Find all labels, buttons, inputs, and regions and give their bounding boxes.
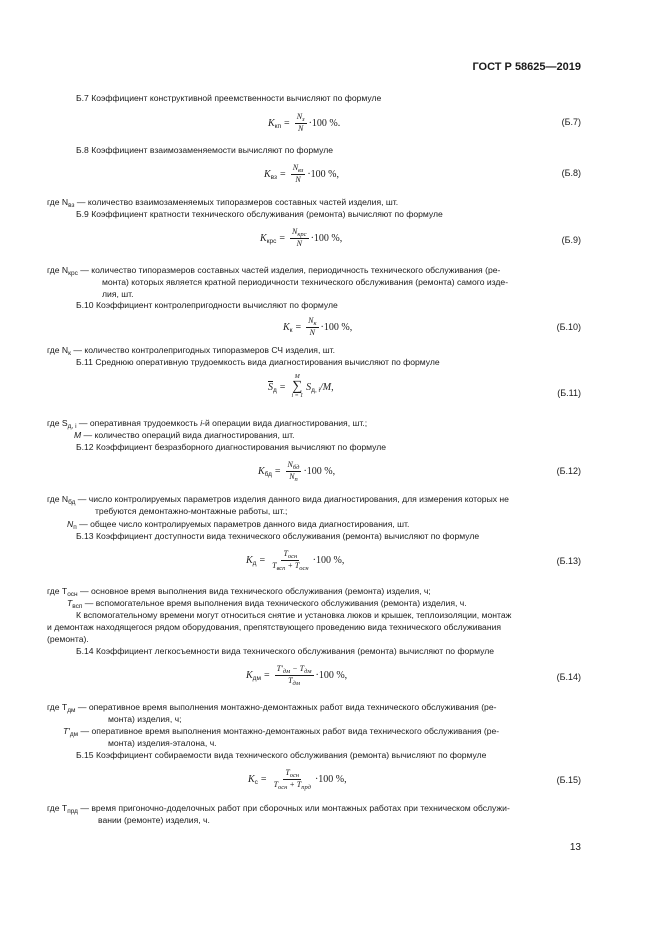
formula-tail: ·100 %, <box>310 232 343 244</box>
formula-tail: ·100 %, <box>303 466 336 477</box>
formula-b12 <box>258 460 335 483</box>
formula-lhs: K <box>246 670 253 681</box>
denominator: N <box>295 175 301 184</box>
sum-term: S <box>306 381 312 393</box>
where-italic: i <box>200 418 203 428</box>
fraction <box>306 316 318 338</box>
denominator-term: T <box>273 780 279 789</box>
where-symbol: M <box>74 430 82 440</box>
where-sub: крс <box>68 270 78 277</box>
numerator: N <box>292 227 298 236</box>
where-text: — количество взаимозаменяемых типоразмеров составных частей изделия, шт. <box>74 197 399 207</box>
where-text: — общее число контролируемых параметров данного вида диагностирования, шт. <box>76 519 410 529</box>
equals-sign: = <box>279 381 286 393</box>
equation-number: (Б.14) <box>556 672 581 682</box>
section-b12-text: Б.12 Коэффициент безразборного диагностирования вычисляют по формуле <box>76 442 387 452</box>
where-prefix: где N <box>47 494 69 504</box>
equation-number: (Б.8) <box>561 168 581 178</box>
denominator-term: T <box>294 561 300 570</box>
formula-lhs-sub: кп <box>274 122 282 130</box>
where-text: — число контролируемых параметров изделия данного вида диагностирования, для измерения которых не <box>75 494 509 504</box>
where-clause <box>74 430 583 441</box>
where-sub: к <box>68 350 71 357</box>
where-prefix: где N <box>47 197 69 207</box>
denominator: N <box>289 472 295 481</box>
equation-number: (Б.11) <box>557 388 581 398</box>
equation-number: (Б.10) <box>556 322 581 332</box>
where-clause <box>63 726 583 738</box>
equation-number: (Б.12) <box>556 466 581 476</box>
where-text: -й операции вида диагностирования, шт.; <box>202 418 368 428</box>
plus-sign: + <box>287 780 297 789</box>
denominator-sub: дм <box>292 680 300 687</box>
formula-lhs-sub: к <box>289 326 293 334</box>
formula-lhs: K <box>248 774 255 785</box>
formula-b10 <box>283 316 352 338</box>
equation-number: (Б.13) <box>556 556 581 566</box>
formula-lhs: K <box>260 232 267 244</box>
equation-number: (Б.15) <box>556 775 581 785</box>
where-line: требуются демонтажно-монтажные работы, шт.; <box>95 506 288 516</box>
where-sub: осн <box>67 591 78 598</box>
numerator-sub: крс <box>297 231 307 238</box>
section-b8-text: Б.8 Коэффициент взаимозаменяемости вычисляют по формуле <box>76 145 334 155</box>
where-line: лия, шт. <box>102 289 134 299</box>
page-number: 13 <box>569 842 581 853</box>
equals-sign: = <box>279 232 286 244</box>
equals-sign: = <box>263 670 270 681</box>
formula-tail: /M, <box>320 381 334 393</box>
plus-sign: + <box>285 561 295 570</box>
where-sub: вз <box>68 202 75 209</box>
where-prefix: где N <box>47 345 69 355</box>
where-text: — количество операций вида диагностирования, шт. <box>81 430 295 440</box>
section-b11-text: Б.11 Среднюю оперативную трудоемкость вида диагностирования вычисляют по формуле <box>76 357 440 367</box>
formula-tail: ·100 %, <box>314 774 347 785</box>
where-clause <box>47 345 583 357</box>
where-clause <box>47 494 583 506</box>
where-sub: бд <box>68 499 76 506</box>
numerator-sub: дм <box>282 668 291 675</box>
where-text: — вспомогательное время выполнения вида технического обслуживания (ремонта) изделия, ч. <box>82 598 467 608</box>
where-prefix: где T <box>47 803 68 813</box>
where-prefix: где S <box>47 418 68 428</box>
formula-lhs: K <box>268 117 275 129</box>
denominator-sub: всп <box>276 565 286 572</box>
where-clause <box>47 265 583 277</box>
formula-lhs-sub: вз <box>270 173 278 181</box>
where-clause <box>67 519 583 531</box>
where-prefix: где N <box>47 265 69 275</box>
summation <box>291 374 303 400</box>
where-text: — время пригоночно-доделочных работ при сборочных или монтажных работах при техническом обслужи- <box>77 803 510 813</box>
formula-tail: ·100 %. <box>308 117 341 129</box>
numerator: T <box>285 768 290 777</box>
equals-sign: = <box>295 321 302 333</box>
where-symbol: T′ <box>63 726 70 736</box>
numerator-term: T <box>299 664 305 673</box>
section-b15-text: Б.15 Коэффициент собираемости вида технического обслуживания (ремонта) вычисляют по формуле <box>76 750 487 760</box>
sum-term-sub: д, i <box>311 386 321 394</box>
where-sub: всп <box>72 603 83 610</box>
formula-b7 <box>268 112 340 134</box>
sum-lower: i = 1 <box>291 393 304 399</box>
numerator-sub: осн <box>289 772 300 779</box>
formula-lhs: K <box>283 321 290 333</box>
section-b9-text: Б.9 Коэффициент кратности технического обслуживания (ремонта) вычисляют по формуле <box>76 209 443 219</box>
section-b13-text: Б.13 Коэффициент доступности вида технического обслуживания (ремонта) вычисляют по формуле <box>76 531 480 541</box>
formula-lhs-sub: д <box>273 386 277 394</box>
denominator-sub: осн <box>278 784 288 791</box>
where-clause <box>47 418 583 430</box>
numerator: N <box>287 460 293 469</box>
fraction <box>270 549 311 572</box>
section-b10-text: Б.10 Коэффициент контролепригодности вычисляют по формуле <box>76 300 338 310</box>
denominator: T <box>288 676 293 685</box>
denominator: N <box>297 124 304 133</box>
formula-lhs-sub: бд <box>264 471 272 478</box>
sum-sign: ∑ <box>292 379 303 394</box>
minus-sign: − <box>290 664 300 673</box>
formula-b14 <box>246 664 347 687</box>
denominator-sub: п <box>294 476 298 483</box>
fraction <box>286 460 302 483</box>
equals-sign: = <box>274 466 281 477</box>
equation-number: (Б.9) <box>561 235 581 245</box>
formula-b11 <box>268 374 334 400</box>
fraction <box>291 163 306 185</box>
where-clause <box>47 702 583 714</box>
fraction <box>275 664 314 687</box>
denominator-term: T <box>296 780 302 789</box>
where-text: — количество типоразмеров составных частей изделия, периодичность технического обслуживания (ре- <box>77 265 501 275</box>
formula-tail: ·100 %, <box>320 321 353 333</box>
section-b14-text: Б.14 Коэффициент легкосъемности вида технического обслуживания (ремонта) вычисляют по формуле <box>76 646 494 656</box>
denominator-term: T <box>272 561 277 570</box>
formula-b13 <box>246 549 344 572</box>
formula-b9 <box>260 227 342 249</box>
formula-lhs-sub: д <box>252 560 257 567</box>
numerator: N <box>292 163 299 172</box>
fraction <box>272 768 313 791</box>
where-prefix: где T <box>47 586 68 596</box>
equals-sign: = <box>260 774 267 785</box>
where-sub: п <box>73 524 77 531</box>
equals-sign: = <box>259 555 266 566</box>
denominator: N <box>309 328 316 337</box>
where-prefix: где T <box>47 702 68 712</box>
note-line: К вспомогательному времени могут относиться снятие и установка люков и крышек, теплоизоляции, монтаж <box>76 610 512 620</box>
where-symbol: T <box>67 598 73 608</box>
where-text: — оперативная трудоемкость <box>76 418 201 428</box>
where-line: монта) изделия-эталона, ч. <box>108 738 217 748</box>
where-text: — количество контролепригодных типоразмеров СЧ изделия, шт. <box>70 345 335 355</box>
where-text: — основное время выполнения вида технического обслуживания (ремонта) изделия, ч; <box>77 586 431 596</box>
numerator-term: T′ <box>276 664 283 673</box>
where-clause <box>47 197 583 209</box>
equation-number: (Б.7) <box>561 117 581 127</box>
formula-tail: ·100 %, <box>307 168 339 180</box>
where-clause <box>47 586 583 598</box>
formula-b15 <box>248 768 347 791</box>
formula-lhs-sub: с <box>254 779 258 786</box>
formula-tail: ·100 %, <box>312 555 345 566</box>
note-line: (ремонта). <box>47 634 89 644</box>
numerator-sub: дм <box>304 668 312 675</box>
equals-sign: = <box>284 117 290 129</box>
numerator-sub: бд <box>292 464 300 471</box>
formula-lhs-sub: крс <box>266 237 277 245</box>
formula-tail: ·100 %, <box>315 670 348 681</box>
formula-b8 <box>264 163 339 185</box>
where-sub: дм <box>69 731 79 738</box>
numerator: N <box>308 316 314 325</box>
denominator: N <box>296 239 302 248</box>
sum-upper: M <box>294 374 300 380</box>
formula-lhs: K <box>246 555 253 566</box>
document-header: ГОСТ Р 58625—2019 <box>472 61 581 73</box>
numerator-sub: осн <box>287 553 298 560</box>
fraction <box>290 227 309 249</box>
where-sub: прд <box>67 808 78 815</box>
numerator-sub: к <box>313 320 317 327</box>
section-b7-text: Б.7 Коэффициент конструктивной преемственности вычисляют по формуле <box>76 93 382 103</box>
where-text: — оперативное время выполнения монтажно-демонтажных работ вида технического обслуживания (ре- <box>78 726 500 736</box>
where-symbol: N <box>67 519 74 529</box>
numerator-sub: вз <box>298 167 304 174</box>
where-sub: дм <box>67 707 76 714</box>
denominator-sub: прд <box>301 784 311 791</box>
fraction <box>295 112 307 134</box>
numerator: N <box>296 112 303 121</box>
equals-sign: = <box>280 168 286 180</box>
where-clause <box>67 598 583 610</box>
where-clause <box>47 803 583 815</box>
formula-lhs: $\overline{S}$ <box>268 381 273 393</box>
formula-lhs: K <box>264 168 271 180</box>
denominator-sub: осн <box>299 565 309 572</box>
where-line: монта) которых является кратной периодичности технического обслуживания (ремонта) самого изде- <box>102 277 509 287</box>
note-line: и демонтаж находящегося рядом оборудования, препятствующего проведению вида технического обслуживания <box>47 622 502 632</box>
where-line: монта) изделия, ч; <box>108 714 182 724</box>
where-text: — оперативное время выполнения монтажно-демонтажных работ вида технического обслуживания (ре- <box>75 702 497 712</box>
numerator: T <box>283 549 288 558</box>
where-sub: д, i <box>67 423 77 430</box>
formula-lhs: K <box>258 466 265 477</box>
formula-lhs-sub: дм <box>252 675 261 682</box>
numerator-sub: з <box>302 116 305 123</box>
where-line: вании (ремонте) изделия, ч. <box>98 815 210 825</box>
